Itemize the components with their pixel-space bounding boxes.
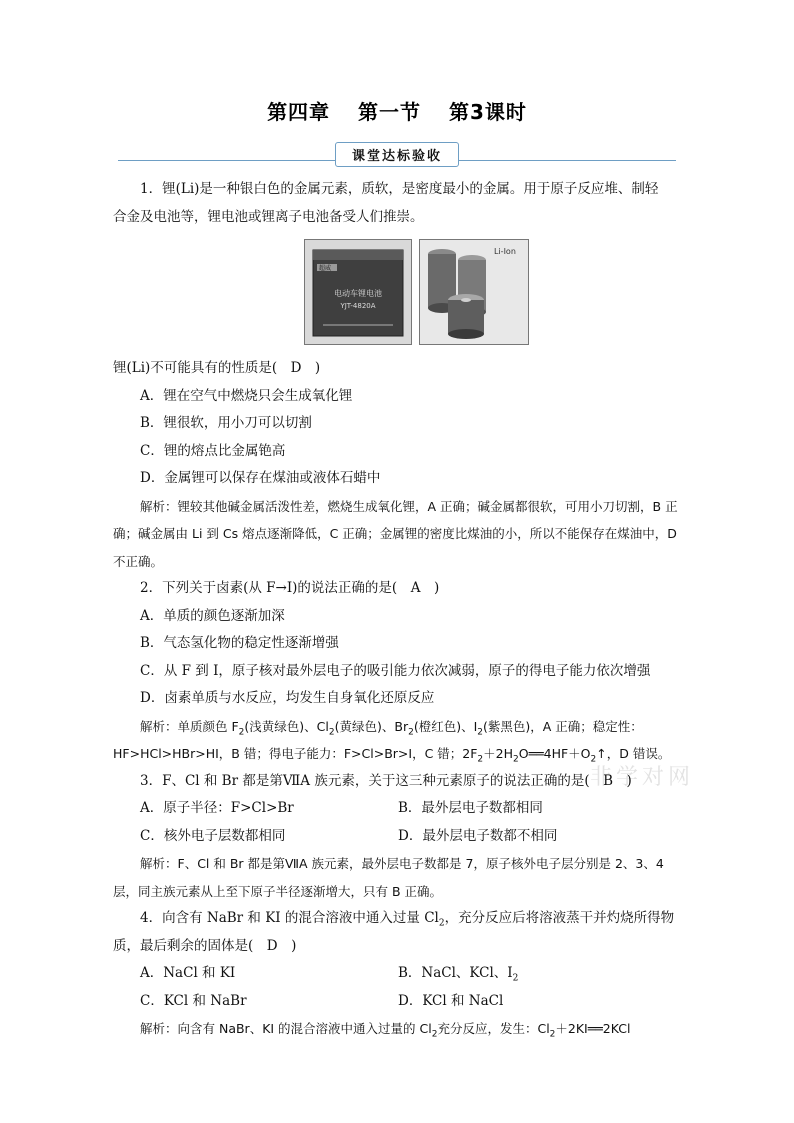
q3-option-d: D．最外层电子数都不相同 [398,827,558,844]
q1-option-c: C．锂的熔点比金属铯高 [140,442,286,459]
q4-stem: 4．向含有 NaBr 和 KI 的混合溶液中通入过量 $Cl_2$，充分反应后将溶液蒸干并灼烧所得物质，最后剩余的固体是( D ) [113,910,675,954]
svg-text:Li-Ion: Li-Ion [494,247,516,256]
q3-options-row-1 [113,795,681,823]
q4-options-row-1 [113,960,681,988]
li-ion-cells-icon [420,240,528,344]
q1-analysis: 解析：锂较其他碱金属活泼性差，燃烧生成氧化锂，A 正确；碱金属都很软，可用小刀切割，B 正确；碱金属由 Li 到 Cs 熔点逐渐降低，C 正确；金属锂的密度比煤油的小，所以不能保存在煤油中，D 不正确。 [113,498,678,569]
lesson-label: 第3课时 [449,100,527,124]
chapter-label: 第四章 [267,100,331,124]
q2-analysis: 解析：单质颜色 $F_2$(浅黄绿色)、$Cl_2$(黄绿色)、$Br_2$(橙红色)、$I_2$(紫黑色)，A 正确；稳定性：HF>HCl>HBr>HI，B 错；得电子能力：F>Cl>Br>I，C 错；$2F_2+2H_2O══4HF+O_2↑$，D 错误。 [113,718,671,765]
question-2 [113,575,681,768]
q4-analysis: 解析：向含有 NaBr、KI 的混合溶液中通入过量的 $Cl_2$充分反应，发生：$Cl_2+2KI══2KCl$ [140,1021,631,1040]
q2-option-b: B．气态氢化物的稳定性逐渐增强 [140,635,339,651]
ev-battery-icon [305,240,411,344]
q1-option-a: A．锂在空气中燃烧只会生成氧化锂 [140,387,353,404]
watermark: 非学对网 [590,765,695,790]
q1-question: 锂(Li)不可能具有的性质是( D ) [113,360,321,376]
question-list [113,176,681,1043]
ev-battery-photo [304,239,412,345]
q1-option-d: D．金属锂可以保存在煤油或液体石蜡中 [140,470,381,486]
badge-wrap [0,142,794,167]
section-badge: 课堂达标验收 [335,142,459,167]
q2-option-d: D．卤素单质与水反应，均发生自身氧化还原反应 [140,690,435,706]
q1-stem-line2: 合金及电池等，锂电池或锂离子电池备受人们推崇。 [113,208,424,225]
q3-options-row-2 [113,823,681,851]
question-4 [113,905,681,1043]
q1-stem-line1: 1．锂(Li)是一种银白色的金属元素，质软，是密度最小的金属。用于原子反应堆、制轻 [140,181,659,197]
q3-option-c: C．核外电子层数都相同 [140,827,286,844]
q3-stem: 3．F、Cl 和 Br 都是第ⅦA 族元素，关于这三种元素原子的说法正确的是( B ) [140,772,632,789]
q1-figures [113,239,681,349]
q2-stem: 2．下列关于卤素(从 F→I)的说法正确的是( A ) [140,580,440,596]
q4-option-b: B．NaCl、KCl、$I_2$ [398,965,519,984]
q2-option-a: A．单质的颜色逐渐加深 [140,607,285,624]
q3-analysis: 解析：F、Cl 和 Br 都是第ⅦA 族元素，最外层电子数都是 7，原子核外电子层分别是 2、3、4 层，同主族元素从上至下原子半径逐渐增大，只有 B 正确。 [113,856,664,899]
q4-option-c: C．KCl 和 NaBr [140,992,247,1009]
svg-text:电动车锂电池: 电动车锂电池 [334,289,382,298]
q4-options-row-2 [113,988,681,1016]
q3-option-b: B．最外层电子数都相同 [398,800,543,816]
q1-option-b: B．锂很软，用小刀可以切割 [140,415,312,431]
q4-option-d: D．KCl 和 NaCl [398,992,504,1009]
q4-option-a: A．NaCl 和 KI [140,965,236,981]
question-1 [113,176,681,575]
q3-option-a: A．原子半径：F>Cl>Br [140,800,294,816]
li-ion-cells-photo [419,239,529,345]
q2-option-c: C．从 F 到 I，原子核对最外层电子的吸引能力依次减弱，原子的得电子能力依次增强 [140,662,651,679]
page-title [0,96,794,125]
svg-text:超威: 超威 [319,265,332,272]
svg-text:YJT-4820A: YJT-4820A [340,302,376,310]
section-label: 第一节 [358,100,422,124]
question-3 [113,768,681,906]
